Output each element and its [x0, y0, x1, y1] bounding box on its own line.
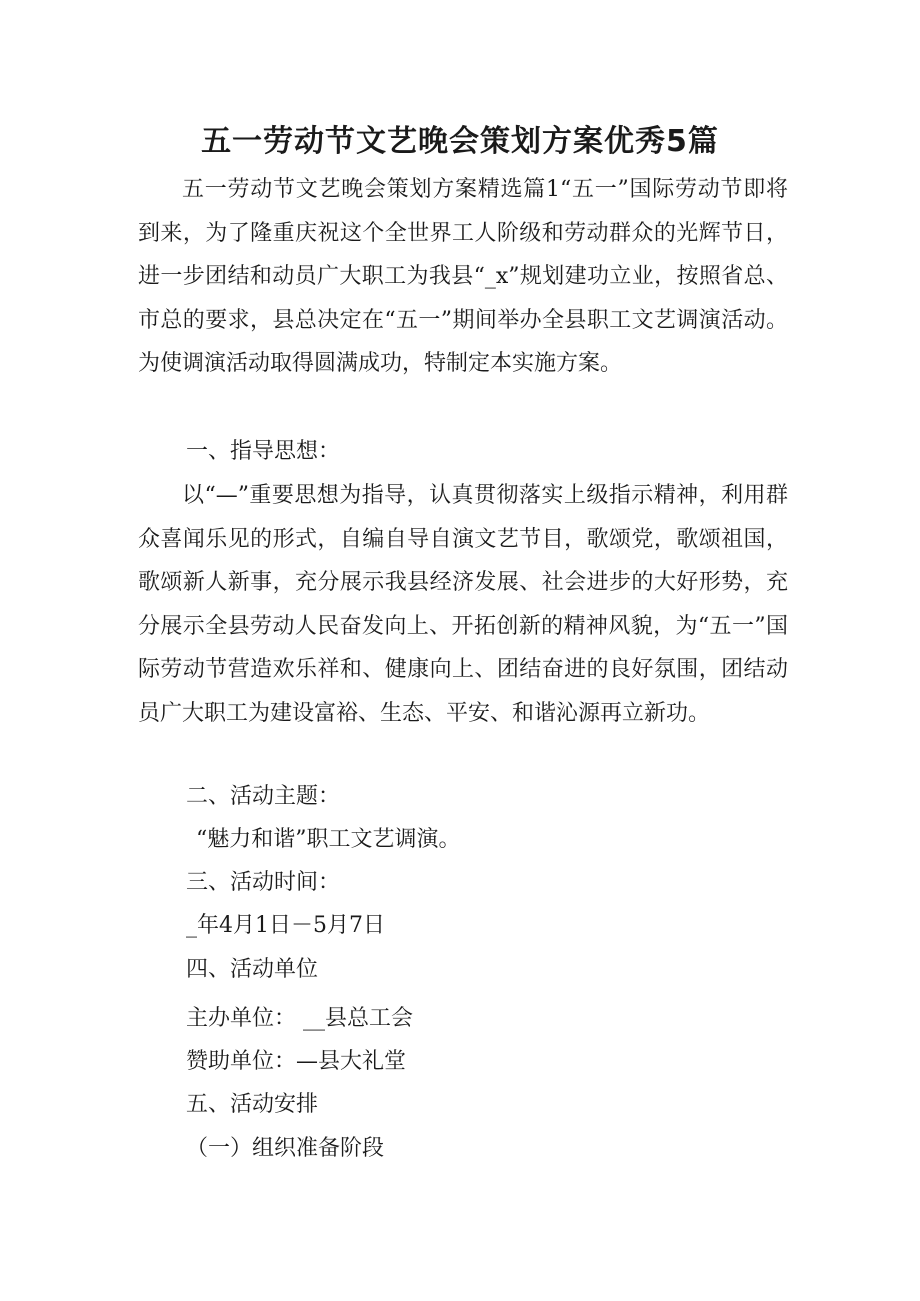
sponsor-text: 赞助单位：—县大礼堂 [186, 1049, 407, 1074]
section-heading-arrangement: 五、活动安排 [186, 1092, 319, 1117]
theme-text: “魅力和谐”职工文艺调演。 [196, 827, 461, 852]
guiding-thought-paragraph: 以“—”重要思想为指导，认真贯彻落实上级指示精神，利用群众喜闻乐见的形式，自编自导自演文艺节目，歌颂党，歌颂祖国，歌颂新人新事，充分展示我县经济发展、社会进步的大好形势，充分展示全县劳动人民奋发向上、开拓创新的精神风貌，为“五一”国际劳动节营造欢乐祥和、健康向上、团结奋进的良好氛围，团结动员广大职工为建设富裕、生态、平安、和谐沁源再立新功。 [138, 483, 788, 726]
section-heading-units: 四、活动单位 [186, 957, 319, 982]
document-title: 五一劳动节文艺晚会策划方案优秀5篇 [201, 124, 719, 159]
section-heading-time: 三、活动时间： [186, 870, 341, 895]
intro-paragraph: 五一劳动节文艺晚会策划方案精选篇1“五一”国际劳动节即将到来，为了隆重庆祝这个全世界工人阶级和劳动群众的光辉节日，进一步团结和动员广大职工为我县“_x”规划建功立业，按照省总、市总的要求，县总决定在“五一”期间举办全县职工文艺调演活动。为使调演活动取得圆满成功，特制定本实施方案。 [138, 177, 788, 376]
time-text: _年4月1日－5月7日 [186, 913, 385, 938]
subheading-preparation: （一）组织准备阶段 [186, 1136, 385, 1161]
section-heading-theme: 二、活动主题： [186, 784, 341, 809]
section-heading-guiding-thought: 一、指导思想： [186, 439, 341, 464]
organizer-text: 主办单位： __县总工会 [186, 1006, 413, 1031]
